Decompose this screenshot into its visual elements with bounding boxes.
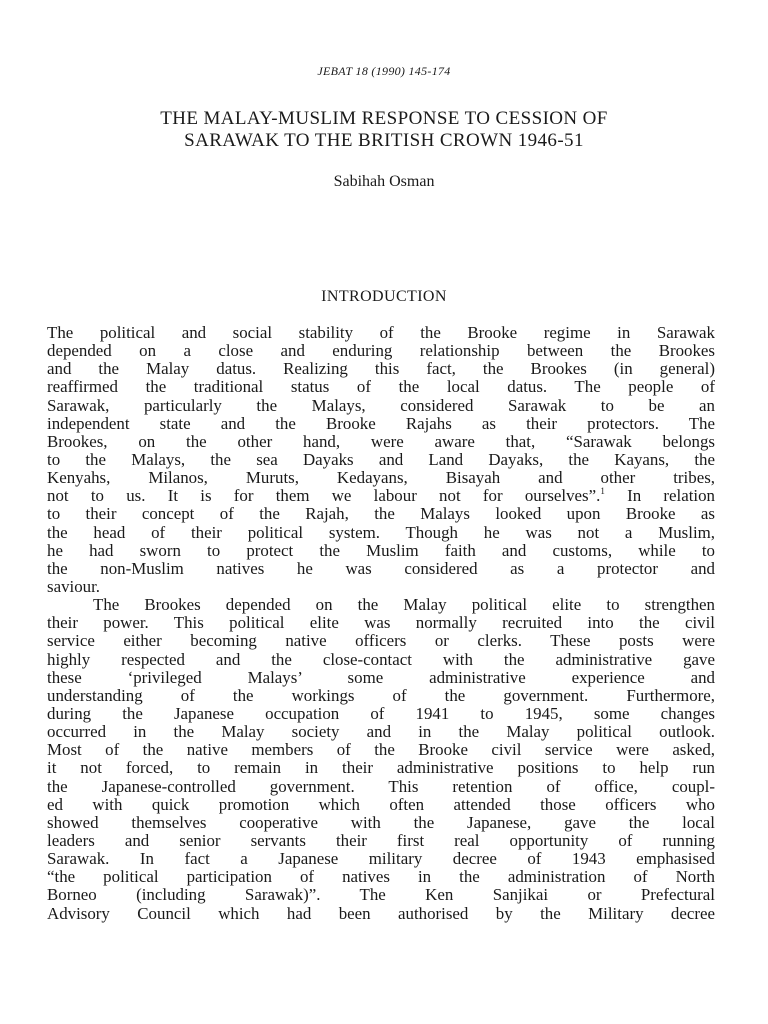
text-line: Kenyahs, Milanos, Muruts, Kedayans, Bisayah and other tribes, — [47, 469, 715, 488]
text-line: depended on a close and enduring relationship between the Brookes — [47, 342, 715, 361]
text-line: Sarawak, particularly the Malays, considered Sarawak to be an — [47, 396, 715, 415]
article-title — [0, 108, 768, 152]
text-line: saviour. — [47, 577, 101, 596]
text-line: their power. This political elite was normally recruited into the civil — [47, 614, 715, 633]
text-line: these ‘privileged Malays’ some administrative experience and — [47, 668, 715, 687]
text-line: and the Malay datus. Realizing this fact, the Brookes (in general) — [47, 360, 715, 379]
text-line: during the Japanese occupation of 1941 to 1945, some changes — [47, 704, 715, 723]
text-line: understanding of the workings of the government. Furthermore, — [47, 686, 715, 705]
text-line: highly respected and the close-contact with the administrative gave — [47, 650, 715, 669]
text-line: The Brookes depended on the Malay political elite to strengthen — [93, 596, 715, 615]
author-name: Sabihah Osman — [333, 173, 435, 190]
text-segment: not to us. It is for them we labour not for ourselves”. — [47, 487, 601, 506]
paragraph-1 — [47, 324, 715, 596]
text-line: Sarawak. In fact a Japanese military decree of 1943 emphasised — [47, 850, 715, 869]
text-line: “the political participation of natives in the administration of North — [47, 868, 715, 887]
text-line: independent state and the Brooke Rajahs as their protectors. The — [47, 414, 715, 433]
text-line: to their concept of the Rajah, the Malays looked upon Brooke as — [47, 505, 715, 524]
footnote-marker: 1 — [600, 487, 605, 497]
text-line: leaders and senior servants their first real opportunity of running — [47, 831, 715, 850]
text-line: Borneo (including Sarawak)”. The Ken Sanjikai or Prefectural — [47, 886, 715, 905]
text-line: Most of the native members of the Brooke civil service were asked, — [47, 741, 715, 760]
text-line: the Japanese-controlled government. This retention of office, coupl- — [47, 777, 715, 796]
text-line: Brookes, on the other hand, were aware that, “Sarawak belongs — [47, 432, 715, 451]
text-line: the non-Muslim natives he was considered as a protector and — [47, 559, 715, 578]
section-heading: INTRODUCTION — [321, 288, 447, 305]
journal-reference: JEBAT 18 (1990) 145-174 — [317, 64, 451, 78]
title-line: THE MALAY-MUSLIM RESPONSE TO CESSION OF — [160, 108, 608, 129]
text-line: occurred in the Malay society and in the Malay political outlook. — [47, 723, 715, 742]
body-text — [47, 324, 715, 923]
text-segment: In relation — [604, 487, 715, 506]
paragraph-2 — [47, 596, 715, 923]
text-line: ed with quick promotion which often attended those officers who — [47, 795, 715, 814]
text-line: the head of their political system. Though he was not a Muslim, — [47, 523, 715, 542]
text-line: reaffirmed the traditional status of the local datus. The people of — [47, 378, 715, 397]
text-line: Advisory Council which had been authorised by the Military decree — [47, 904, 715, 923]
text-line: showed themselves cooperative with the Japanese, gave the local — [47, 813, 715, 832]
text-line-with-footnote — [47, 487, 715, 505]
text-line: service either becoming native officers or clerks. These posts were — [47, 632, 715, 651]
text-line: The political and social stability of the Brooke regime in Sarawak — [47, 324, 715, 342]
text-line: it not forced, to remain in their administrative positions to help run — [47, 759, 715, 778]
text-line: he had sworn to protect the Muslim faith and customs, while to — [47, 541, 715, 560]
title-line: SARAWAK TO THE BRITISH CROWN 1946-51 — [184, 130, 584, 151]
text-line: to the Malays, the sea Dayaks and Land Dayaks, the Kayans, the — [47, 450, 715, 469]
